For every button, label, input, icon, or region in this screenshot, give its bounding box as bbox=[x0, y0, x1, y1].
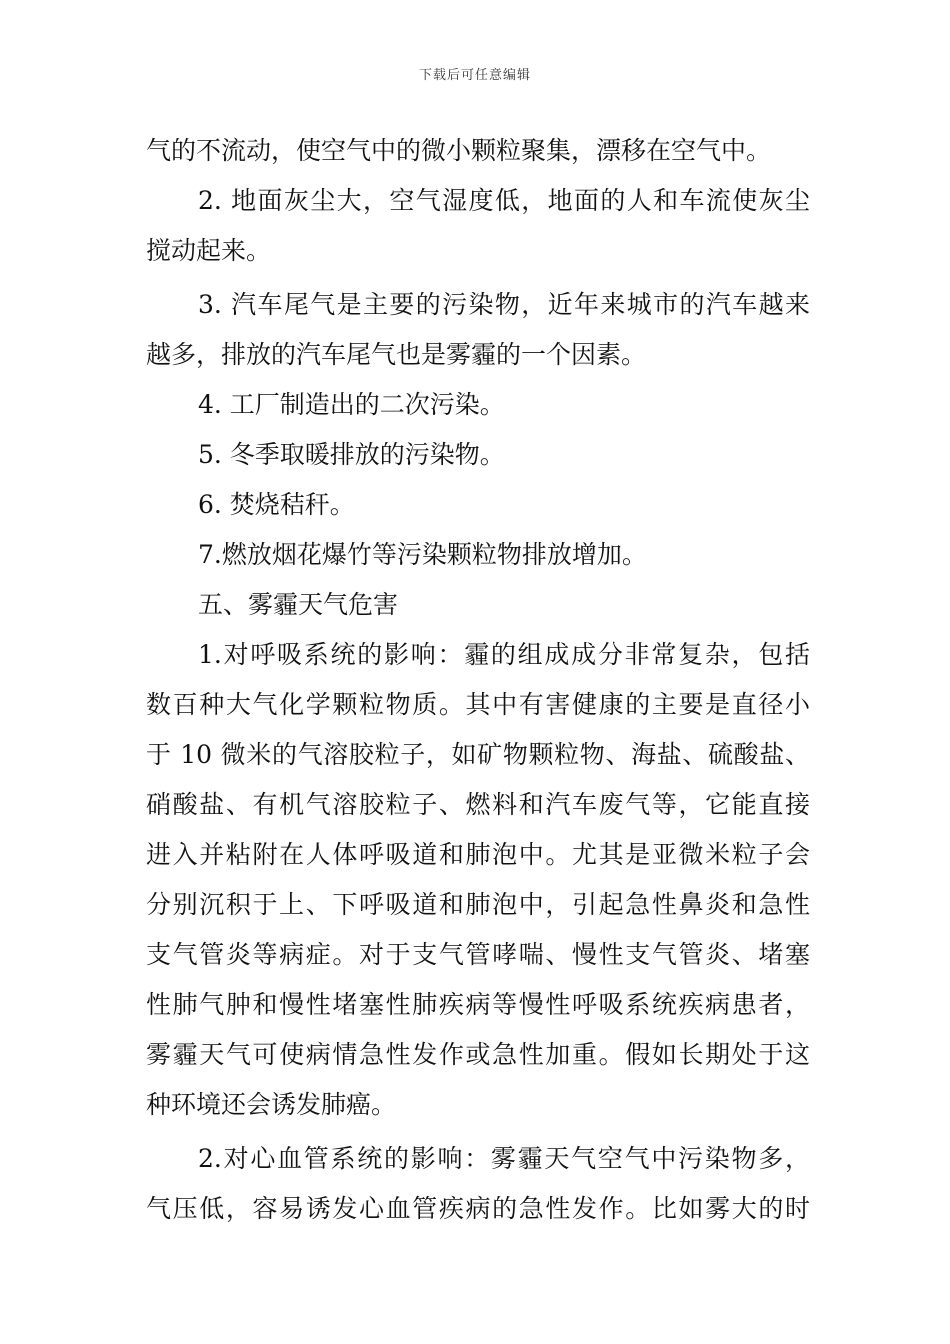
document-body bbox=[146, 126, 810, 1234]
paragraph-line: 种环境还会诱发肺癌。 bbox=[146, 1090, 397, 1119]
paragraph-line: 2.对心血管系统的影响：雾霾天气空气中污染物多， bbox=[198, 1144, 810, 1173]
paragraph-line: 越多，排放的汽车尾气也是雾霾的一个因素。 bbox=[146, 340, 647, 369]
section-heading: 五、雾霾天气危害 bbox=[198, 590, 399, 619]
paragraph-line: 支气管炎等病症。对于支气管哮喘、慢性支气管炎、堵塞 bbox=[146, 940, 810, 969]
paragraph-line: 于 10 微米的气溶胶粒子，如矿物颗粒物、海盐、硫酸盐、 bbox=[146, 740, 810, 769]
list-item: 7.燃放烟花爆竹等污染颗粒物排放增加。 bbox=[198, 540, 647, 569]
paragraph-line: 3. 汽车尾气是主要的污染物，近年来城市的汽车越来 bbox=[198, 290, 810, 319]
list-item: 6. 焚烧秸秆。 bbox=[198, 490, 355, 519]
paragraph-line: 气压低，容易诱发心血管疾病的急性发作。比如雾大的时 bbox=[146, 1194, 810, 1223]
paragraph-line: 硝酸盐、有机气溶胶粒子、燃料和汽车废气等，它能直接 bbox=[146, 790, 810, 819]
paragraph-line: 1.对呼吸系统的影响：霾的组成成分非常复杂，包括 bbox=[198, 640, 810, 669]
list-item: 4. 工厂制造出的二次污染。 bbox=[198, 390, 505, 419]
paragraph-line: 2. 地面灰尘大，空气湿度低，地面的人和车流使灰尘 bbox=[198, 186, 810, 215]
paragraph-line: 雾霾天气可使病情急性发作或急性加重。假如长期处于这 bbox=[146, 1040, 810, 1069]
paragraph-line: 数百种大气化学颗粒物质。其中有害健康的主要是直径小 bbox=[146, 690, 810, 719]
paragraph-line: 搅动起来。 bbox=[146, 236, 272, 265]
paragraph-line: 性肺气肿和慢性堵塞性肺疾病等慢性呼吸系统疾病患者， bbox=[146, 990, 810, 1019]
paragraph-line: 分别沉积于上、下呼吸道和肺泡中，引起急性鼻炎和急性 bbox=[146, 890, 810, 919]
page-header: 下载后可任意编辑 bbox=[418, 68, 531, 83]
list-item: 5. 冬季取暖排放的污染物。 bbox=[198, 440, 505, 469]
paragraph-line: 气的不流动，使空气中的微小颗粒聚集，漂移在空气中。 bbox=[146, 136, 772, 165]
paragraph-line: 进入并粘附在人体呼吸道和肺泡中。尤其是亚微米粒子会 bbox=[146, 840, 810, 869]
